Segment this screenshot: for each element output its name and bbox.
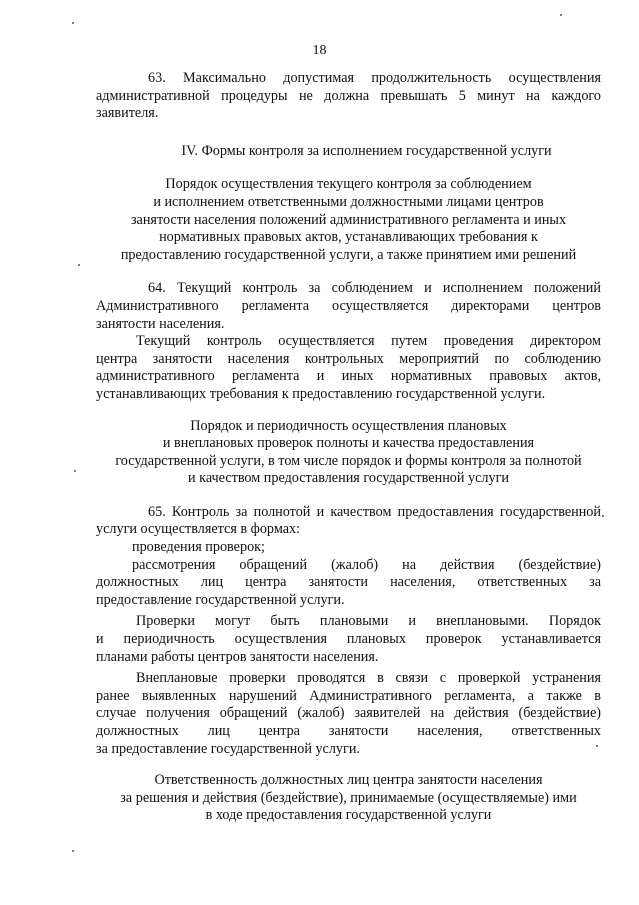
- list-item: рассмотрения обращений (жалоб) на действия (бездействие): [132, 556, 601, 573]
- scan-speck: [560, 14, 562, 16]
- paragraph-64-line: Административного регламента осуществляется директорами центров: [96, 297, 601, 314]
- subheading-line: занятости населения положений административного регламента и иных: [130, 211, 567, 228]
- scan-speck: [596, 745, 598, 747]
- subheading-line: Порядок и периодичность осуществления плановых: [190, 417, 507, 434]
- subheading-inspections: [96, 418, 601, 488]
- list-item: проведения проверок;: [132, 539, 265, 556]
- paragraph-63-line: заявителя.: [96, 105, 159, 122]
- page-number: 18: [312, 43, 327, 58]
- subheading-line: и внеплановых проверок полноты и качества предоставления: [162, 435, 535, 452]
- paragraph-line: устанавливающих требования к предоставлению государственной услуги.: [96, 385, 546, 402]
- paragraph-line: административного регламента и иных нормативных правовых актов,: [96, 368, 601, 385]
- subheading-line: государственной услуги, в том числе порядок и формы контроля за полнотой: [115, 452, 582, 469]
- subheading-responsibility: [96, 772, 601, 825]
- paragraph-line: и периодичность осуществления плановых проверок устанавливается: [96, 631, 601, 648]
- paragraph-line: Проверки могут быть плановыми и внеплановыми. Порядок: [136, 613, 601, 630]
- paragraph-line: ранее выявленных нарушений Административного регламента, а также в: [96, 687, 601, 704]
- paragraph-65: [96, 504, 601, 610]
- subheading-line: нормативных правовых актов, устанавливающих требования к: [159, 229, 538, 246]
- paragraph-line: центра занятости населения контрольных мероприятий по соблюдению: [96, 350, 601, 367]
- subheading-line: в ходе предоставления государственной услуги: [205, 807, 492, 824]
- list-item-line: предоставление государственной услуги.: [96, 591, 345, 608]
- paragraph-line: случае получения обращений (жалоб) заявителей на действия (бездействие): [96, 705, 601, 722]
- section-heading: IV. Формы контроля за исполнением государственной услуги: [181, 142, 552, 159]
- paragraph-65-line: услуги осуществляется в формах:: [96, 521, 301, 538]
- scan-speck: [72, 22, 74, 24]
- subheading-current-control: [96, 176, 601, 264]
- subheading-line: Порядок осуществления текущего контроля за соблюдением: [165, 176, 532, 193]
- paragraph-inspections-types: [96, 613, 601, 666]
- paragraph-line: должностных лиц центра занятости населения, ответственных: [96, 723, 601, 739]
- scan-speck: [602, 515, 604, 517]
- subheading-line: и качеством предоставления государственной услуги: [188, 470, 509, 487]
- paragraph-63: [96, 70, 601, 123]
- paragraph-line: Текущий контроль осуществляется путем проведения директором: [136, 333, 601, 350]
- paragraph-unscheduled-inspections: [96, 670, 601, 758]
- paragraph-line: планами работы центров занятости населения.: [96, 648, 379, 665]
- paragraph-line: за предоставление государственной услуги.: [96, 740, 360, 757]
- subheading-line: и исполнением ответственными должностными лицами центров: [153, 193, 544, 210]
- paragraph-line: Внеплановые проверки проводятся в связи с проверкой устранения: [136, 670, 601, 687]
- paragraph-63-line: административной процедуры не должна превышать 5 минут на каждого: [96, 87, 601, 104]
- paragraph-63-line: 63. Максимально допустимая продолжительность осуществления: [148, 70, 601, 86]
- subheading-line: за решения и действия (бездействие), принимаемые (осуществляемые) ими: [120, 789, 577, 806]
- list-item-line: должностных лиц центра занятости населения, ответственных за: [96, 574, 601, 591]
- subheading-line: предоставлению государственной услуги, а также принятием ими решений: [120, 246, 577, 263]
- document-body: [96, 70, 601, 841]
- subheading-line: Ответственность должностных лиц центра занятости населения: [154, 772, 543, 789]
- paragraph-65-line: 65. Контроль за полнотой и качеством предоставления государственной: [148, 503, 601, 520]
- paragraph-64-continued: [96, 333, 601, 403]
- paragraph-64-line: занятости населения.: [96, 315, 225, 332]
- scan-speck: [72, 850, 74, 852]
- paragraph-64-line: 64. Текущий контроль за соблюдением и исполнением положений: [148, 280, 601, 297]
- scan-speck: [74, 470, 76, 472]
- paragraph-64: [96, 280, 601, 333]
- scan-speck: [78, 264, 80, 266]
